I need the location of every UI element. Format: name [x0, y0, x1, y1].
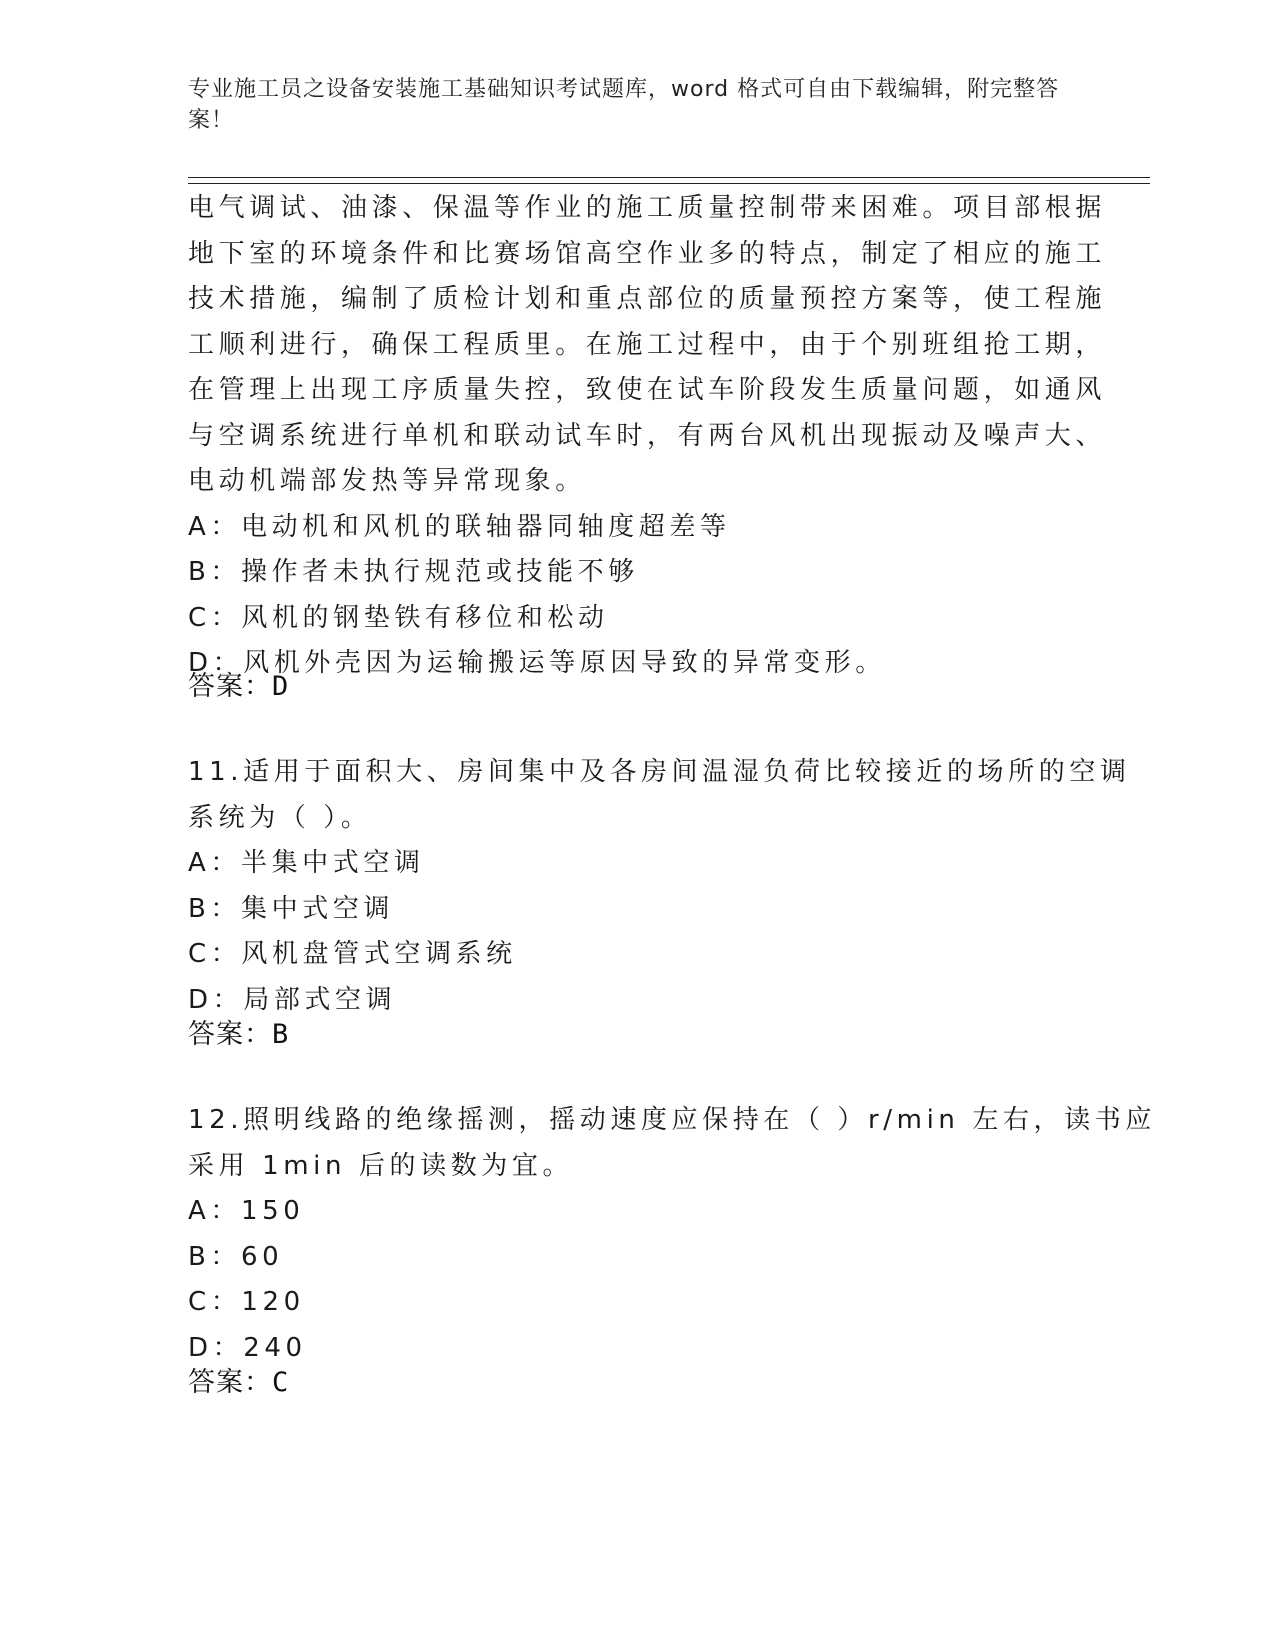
answer-value: C	[272, 1367, 290, 1398]
question-stem-line: 12.照明线路的绝缘摇测，摇动速度应保持在（ ）r/min 左右，读书应	[188, 1105, 1156, 1135]
option-a: A：150	[188, 1196, 305, 1226]
option-d: D：风机外壳因为运输搬运等原因导致的异常变形。	[188, 648, 886, 678]
option-c: C：风机的钢垫铁有移位和松动	[188, 602, 609, 633]
question-10-line: 与空调系统进行单机和联动试车时，有两台风机出现振动及噪声大、	[188, 420, 1107, 451]
option-b: B：操作者未执行规范或技能不够	[188, 557, 639, 587]
question-12-block	[188, 1098, 1156, 1371]
header-rule-top	[188, 177, 1150, 178]
answer-value: B	[272, 1019, 290, 1050]
answer-value: D	[272, 671, 290, 702]
question-10-line: 电气调试、油漆、保温等作业的施工质量控制带来困难。项目部根据	[188, 193, 1107, 223]
question-11-block	[188, 750, 1131, 1023]
document-header: 专业施工员之设备安装施工基础知识考试题库，word 格式可自由下载编辑，附完整答案！	[188, 77, 1060, 133]
answer-line	[188, 664, 289, 703]
option-b: B：60	[188, 1241, 284, 1272]
option-c: C：风机盘管式空调系统	[188, 939, 517, 969]
answer-line	[188, 1360, 289, 1399]
question-10-line: 在管理上出现工序质量失控，致使在试车阶段发生质量问题，如通风	[188, 375, 1107, 405]
question-10-line: 工顺利进行，确保工程质里。在施工过程中，由于个别班组抢工期，	[188, 329, 1107, 360]
option-a: A：半集中式空调	[188, 848, 425, 878]
answer-label: 答案：	[188, 671, 272, 702]
answer-label: 答案：	[188, 1367, 272, 1398]
question-stem-line: 11.适用于面积大、房间集中及各房间温湿负荷比较接近的场所的空调	[188, 757, 1131, 787]
question-stem-line: 系统为（ ）。	[188, 802, 372, 833]
option-a: A：电动机和风机的联轴器同轴度超差等	[188, 511, 731, 542]
option-d: D：240	[188, 1332, 307, 1363]
question-10-block	[188, 186, 1107, 687]
answer-label: 答案：	[188, 1019, 272, 1050]
question-10-line: 技术措施，编制了质检计划和重点部位的质量预控方案等，使工程施	[188, 284, 1107, 314]
question-stem-line: 采用 1min 后的读数为宜。	[188, 1150, 574, 1181]
answer-line	[188, 1012, 289, 1051]
question-10-line: 地下室的环境条件和比赛场馆高空作业多的特点，制定了相应的施工	[188, 238, 1107, 269]
option-d: D：局部式空调	[188, 984, 397, 1015]
option-b: B：集中式空调	[188, 893, 395, 924]
option-c: C：120	[188, 1287, 305, 1317]
header-rule-bottom	[188, 183, 1150, 184]
question-10-line: 电动机端部发热等异常现象。	[188, 466, 586, 496]
